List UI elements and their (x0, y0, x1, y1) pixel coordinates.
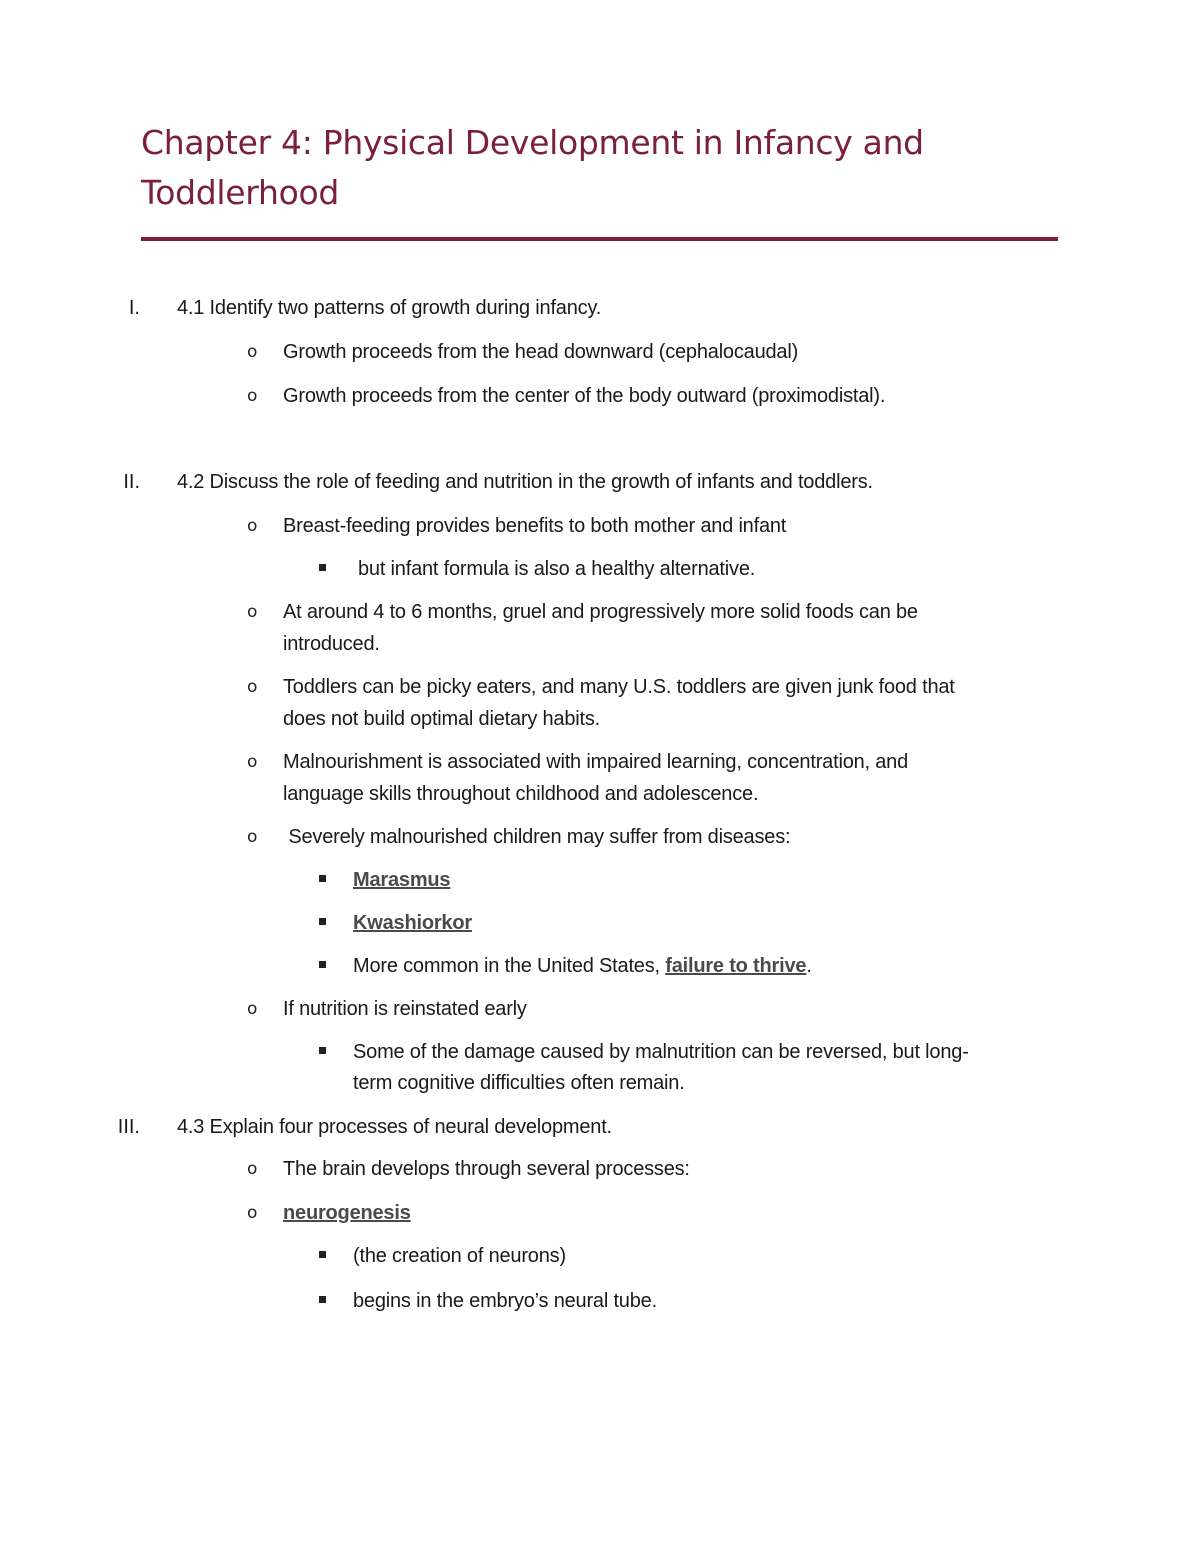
square-bullet-icon (319, 1251, 326, 1258)
circle-bullet-icon: o (247, 1159, 258, 1179)
list-item: If nutrition is reinstated early (283, 998, 527, 1020)
title-line-1: Chapter 4: Physical Development in Infancy and (141, 123, 924, 162)
circle-bullet-icon: o (247, 342, 258, 362)
sub-list-item: begins in the embryo’s neural tube. (353, 1290, 657, 1312)
circle-bullet-icon: o (247, 602, 258, 622)
list-item: Malnourishment is associated with impaired learning, concentration, and (283, 751, 909, 773)
list-item: At around 4 to 6 months, gruel and progressively more solid foods can be (283, 601, 918, 623)
list-item: Growth proceeds from the head downward (cephalocaudal) (283, 341, 799, 363)
title-line-2: Toddlerhood (141, 173, 340, 212)
sub-list-item (353, 950, 812, 982)
list-item-continued: introduced. (283, 633, 380, 655)
circle-bullet-icon: o (247, 677, 258, 697)
section-numeral: I. (128, 297, 140, 319)
circle-bullet-icon: o (247, 827, 258, 847)
square-bullet-icon (319, 918, 326, 925)
page-title (141, 118, 1071, 218)
title-divider (141, 237, 1058, 241)
circle-bullet-icon: o (247, 999, 258, 1019)
term-kwashiorkor: Kwashiorkor (353, 912, 472, 934)
section-heading: 4.2 Discuss the role of feeding and nutrition in the growth of infants and toddlers. (177, 471, 873, 493)
circle-bullet-icon: o (247, 386, 258, 406)
section-numeral: II. (123, 471, 140, 493)
section-numeral: III. (117, 1116, 140, 1138)
list-item: Severely malnourished children may suffer from diseases: (283, 826, 791, 848)
circle-bullet-icon: o (247, 1203, 258, 1223)
circle-bullet-icon: o (247, 752, 258, 772)
list-item: The brain develops through several processes: (283, 1158, 690, 1180)
sub-list-item-text: More common in the United States, (353, 955, 666, 977)
list-item: Toddlers can be picky eaters, and many U.S. toddlers are given junk food that (283, 676, 955, 698)
square-bullet-icon (319, 1047, 326, 1054)
square-bullet-icon (319, 961, 326, 968)
sub-list-item: (the creation of neurons) (353, 1245, 566, 1267)
list-item: Growth proceeds from the center of the body outward (proximodistal). (283, 385, 886, 407)
circle-bullet-icon: o (247, 516, 258, 536)
sub-list-item: but infant formula is also a healthy alternative. (358, 558, 756, 580)
square-bullet-icon (319, 564, 326, 571)
sub-list-item: Some of the damage caused by malnutrition can be reversed, but long- (353, 1041, 969, 1063)
list-item: Breast-feeding provides benefits to both mother and infant (283, 515, 787, 537)
term-neurogenesis: neurogenesis (283, 1202, 411, 1224)
list-item-continued: does not build optimal dietary habits. (283, 708, 601, 730)
section-heading: 4.1 Identify two patterns of growth during infancy. (177, 297, 602, 319)
square-bullet-icon (319, 875, 326, 882)
term-failure-to-thrive: failure to thrive (665, 955, 807, 977)
square-bullet-icon (319, 1296, 326, 1303)
section-heading: 4.3 Explain four processes of neural development. (177, 1116, 612, 1138)
sub-list-item-continued: term cognitive difficulties often remain. (353, 1072, 685, 1094)
term-marasmus: Marasmus (353, 869, 451, 891)
list-item-continued: language skills throughout childhood and adolescence. (283, 783, 759, 805)
period: . (806, 955, 812, 977)
